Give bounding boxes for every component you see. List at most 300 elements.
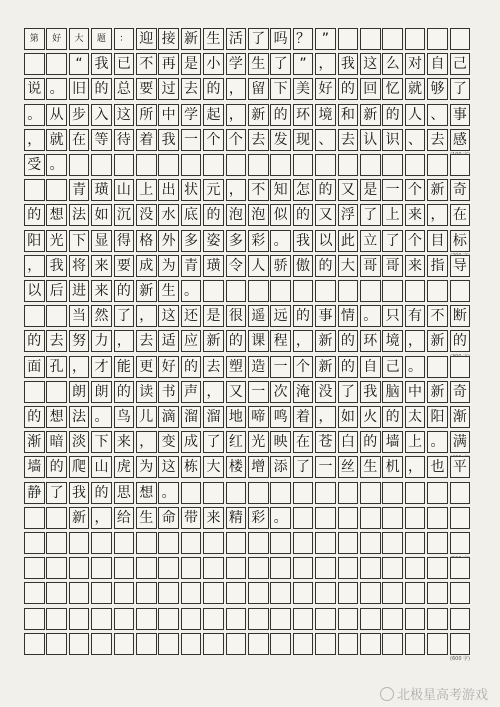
grid-character: 能 <box>116 358 131 375</box>
grid-character: 变 <box>161 434 176 451</box>
grid-character: 我 <box>340 56 355 73</box>
grid-character: 了 <box>206 434 221 451</box>
grid-character: 没 <box>139 207 154 224</box>
grid-cell <box>46 582 67 604</box>
grid-character: 新 <box>184 31 199 47</box>
grid-cell <box>270 154 291 176</box>
grid-character: 阳 <box>430 409 445 425</box>
grid-character: 法 <box>72 207 87 224</box>
grid-row <box>24 431 475 453</box>
grid-character: 我 <box>161 131 176 148</box>
grid-character: 啼 <box>251 409 266 425</box>
grid-character: 不 <box>139 56 154 73</box>
grid-row <box>24 482 475 504</box>
grid-character: 我 <box>296 232 311 249</box>
grid-cell <box>158 154 179 176</box>
grid-cell <box>203 582 224 604</box>
grid-character: 事 <box>318 308 333 325</box>
grid-cell <box>270 482 291 504</box>
grid-cell <box>248 582 269 604</box>
grid-row <box>24 406 475 428</box>
grid-character: 火 <box>363 409 378 425</box>
grid-character: 思 <box>116 484 131 501</box>
grid-character: 新 <box>430 383 445 400</box>
grid-character: 这 <box>161 459 176 476</box>
grid-character: 远 <box>273 308 288 325</box>
grid-character: 去 <box>206 358 221 375</box>
grid-cell <box>315 608 336 630</box>
grid-character: 。 <box>49 157 64 173</box>
grid-cell <box>293 557 314 579</box>
grid-cell <box>69 532 90 554</box>
grid-cell <box>69 633 90 655</box>
grid-cell <box>450 356 471 378</box>
grid-cell <box>136 532 157 554</box>
grid-character: 。 <box>363 308 378 325</box>
grid-character: 新 <box>318 358 333 375</box>
grid-character: 书 <box>161 383 176 400</box>
grid-cell <box>405 557 426 579</box>
grid-row <box>24 154 475 176</box>
grid-character: 格 <box>139 232 154 249</box>
grid-character: 是 <box>206 308 221 325</box>
grid-character: 识 <box>385 131 400 148</box>
grid-character: 如 <box>340 409 355 425</box>
grid-character: 我 <box>363 383 378 400</box>
grid-cell <box>226 633 247 655</box>
grid-character: 导 <box>452 257 467 274</box>
grid-character: 进 <box>72 283 87 299</box>
grid-character: 来 <box>206 509 221 526</box>
grid-character: 力 <box>94 333 109 350</box>
grid-character: 想 <box>49 207 64 224</box>
grid-character: 来 <box>94 283 109 299</box>
grid-character: ” <box>321 31 330 47</box>
grid-character: 、 <box>430 106 445 123</box>
grid-character: 了 <box>340 383 355 400</box>
grid-cell <box>360 608 381 630</box>
grid-cell <box>226 532 247 554</box>
grid-character: 哥 <box>363 257 378 274</box>
grid-cell <box>203 154 224 176</box>
grid-cell <box>450 280 471 302</box>
grid-character: 。 <box>273 232 288 249</box>
grid-row <box>24 179 475 201</box>
grid-character: 程 <box>273 333 288 350</box>
grid-character: 山 <box>94 459 109 476</box>
grid-cell <box>91 633 112 655</box>
grid-character: 了 <box>273 56 288 73</box>
grid-character: 又 <box>318 207 333 224</box>
grid-character: 不 <box>251 182 266 199</box>
grid-character: 渐 <box>452 409 467 425</box>
grid-character: 了 <box>49 484 64 501</box>
grid-character: 给 <box>116 509 131 526</box>
grid-character: 己 <box>452 56 467 73</box>
grid-character: 想 <box>49 409 64 425</box>
grid-character: 好 <box>318 81 333 98</box>
grid-cell <box>450 582 471 604</box>
grid-character: 平 <box>452 459 467 476</box>
grid-row <box>24 330 475 352</box>
grid-character: 生 <box>161 283 176 299</box>
grid-row <box>24 204 475 226</box>
grid-character: ， <box>94 509 109 526</box>
grid-character: 新 <box>430 333 445 350</box>
grid-character: 成 <box>139 257 154 274</box>
grid-cell <box>382 280 403 302</box>
grid-cell <box>226 608 247 630</box>
grid-character: 以 <box>27 283 42 299</box>
grid-character: ， <box>408 459 423 476</box>
grid-cell <box>338 557 359 579</box>
grid-character: 底 <box>184 207 199 224</box>
grid-character: 中 <box>161 106 176 123</box>
grid-character: 个 <box>228 131 243 148</box>
grid-character: 脑 <box>385 383 400 400</box>
grid-row <box>24 582 475 604</box>
grid-cell <box>450 507 471 529</box>
grid-cell <box>69 557 90 579</box>
grid-cell <box>360 557 381 579</box>
grid-character: 生 <box>363 459 378 476</box>
grid-character: 来 <box>94 257 109 274</box>
grid-cell <box>248 482 269 504</box>
grid-cell <box>203 633 224 655</box>
grid-cell <box>427 557 448 579</box>
grid-cell <box>158 633 179 655</box>
grid-character: 是 <box>363 182 378 199</box>
grid-character: 带 <box>184 509 199 526</box>
grid-cell <box>203 557 224 579</box>
grid-cell <box>158 532 179 554</box>
grid-cell <box>24 305 45 327</box>
grid-character: ， <box>318 409 333 425</box>
grid-cell <box>405 582 426 604</box>
grid-cell <box>181 557 202 579</box>
grid-cell <box>203 280 224 302</box>
grid-cell <box>46 532 67 554</box>
grid-row <box>24 532 475 554</box>
grid-character: 来 <box>408 207 423 224</box>
grid-cell <box>338 482 359 504</box>
grid-character: 新 <box>430 182 445 199</box>
grid-cell <box>24 608 45 630</box>
grid-character: 去 <box>251 131 266 148</box>
grid-character: 人 <box>408 106 423 123</box>
grid-character: 静 <box>27 484 42 501</box>
grid-cell <box>405 532 426 554</box>
grid-cell <box>315 532 336 554</box>
grid-character: 这 <box>161 308 176 325</box>
grid-cell <box>382 482 403 504</box>
grid-character: 状 <box>184 182 199 199</box>
grid-character: 来 <box>408 257 423 274</box>
grid-cell <box>427 28 448 50</box>
grid-cell <box>46 179 67 201</box>
grid-character: 一 <box>318 459 333 476</box>
grid-character: 立 <box>363 232 378 249</box>
grid-cell <box>427 582 448 604</box>
grid-character: 发 <box>273 131 288 148</box>
grid-character: 一 <box>251 383 266 400</box>
grid-cell <box>382 557 403 579</box>
grid-character: ， <box>72 358 87 375</box>
grid-cell <box>293 633 314 655</box>
grid-character: 的 <box>385 106 400 123</box>
grid-character: 的 <box>116 383 131 400</box>
grid-cell <box>360 154 381 176</box>
grid-cell <box>427 507 448 529</box>
grid-cell <box>181 633 202 655</box>
grid-cell <box>114 582 135 604</box>
grid-character: 的 <box>206 207 221 224</box>
grid-row <box>24 633 475 655</box>
grid-character: 在 <box>72 131 87 148</box>
grid-character: 白 <box>340 434 355 451</box>
grid-character: 满 <box>452 434 467 451</box>
grid-character: 没 <box>318 383 333 400</box>
grid-cell <box>427 482 448 504</box>
grid-character: ， <box>206 383 221 400</box>
grid-character: 旧 <box>72 81 87 98</box>
grid-character: 接 <box>161 31 176 47</box>
grid-character: 过 <box>161 81 176 98</box>
grid-character: 了 <box>116 308 131 325</box>
grid-character: 生 <box>139 509 154 526</box>
grid-cell <box>427 356 448 378</box>
grid-character: 环 <box>296 106 311 123</box>
grid-cell <box>248 608 269 630</box>
grid-cell <box>382 582 403 604</box>
grid-character: 映 <box>273 434 288 451</box>
grid-character: 似 <box>273 207 288 224</box>
grid-character: 着 <box>296 409 311 425</box>
grid-character: 很 <box>228 308 243 325</box>
grid-character: 骄 <box>273 257 288 274</box>
grid-cell <box>226 154 247 176</box>
grid-character: 。 <box>408 358 423 375</box>
grid-character: 以 <box>318 232 333 249</box>
grid-character: ？ <box>296 31 311 47</box>
grid-character: 课 <box>251 333 266 350</box>
grid-character: 新 <box>139 283 154 299</box>
grid-character: 阳 <box>27 232 42 249</box>
grid-character: 的 <box>184 358 199 375</box>
grid-cell <box>91 154 112 176</box>
grid-character: 中 <box>408 383 423 400</box>
grid-cell <box>293 582 314 604</box>
grid-character: 上 <box>139 182 154 199</box>
grid-character: 造 <box>251 358 266 375</box>
grid-cell <box>181 582 202 604</box>
grid-character: 浮 <box>340 207 355 224</box>
grid-row <box>24 280 475 302</box>
grid-character: 努 <box>72 333 87 350</box>
grid-cell <box>338 28 359 50</box>
grid-cell <box>91 557 112 579</box>
grid-character: 的 <box>363 434 378 451</box>
grid-cell <box>360 280 381 302</box>
grid-cell <box>427 633 448 655</box>
grid-character: 、 <box>318 131 333 148</box>
grid-character: 应 <box>184 333 199 350</box>
grid-cell <box>450 154 471 176</box>
grid-row <box>24 53 475 75</box>
grid-cell <box>450 482 471 504</box>
grid-character: 机 <box>385 459 400 476</box>
grid-character: 就 <box>408 81 423 98</box>
grid-row <box>24 255 475 277</box>
grid-cell <box>136 154 157 176</box>
grid-character: 的 <box>228 333 243 350</box>
grid-cell <box>46 507 67 529</box>
grid-character: 璜 <box>94 182 109 199</box>
grid-character: 傲 <box>296 257 311 274</box>
grid-character: 显 <box>94 232 109 249</box>
grid-character: ， <box>116 333 131 350</box>
grid-character: 泡 <box>228 207 243 224</box>
grid-character: ， <box>228 81 243 98</box>
grid-character: 又 <box>340 182 355 199</box>
grid-character: 大 <box>74 34 84 44</box>
grid-cell <box>24 532 45 554</box>
grid-character: 添 <box>273 459 288 476</box>
grid-cell <box>69 608 90 630</box>
grid-cell <box>136 633 157 655</box>
grid-character: 留 <box>251 81 266 98</box>
grid-cell <box>450 28 471 50</box>
grid-character: 多 <box>228 232 243 249</box>
grid-character: ， <box>408 333 423 350</box>
grid-character: 标 <box>452 232 467 249</box>
grid-cell <box>181 532 202 554</box>
grid-character: 第 <box>29 34 39 44</box>
grid-character: 红 <box>228 434 243 451</box>
grid-cell <box>136 557 157 579</box>
grid-cell <box>293 154 314 176</box>
grid-row <box>24 608 475 630</box>
grid-character: 成 <box>184 434 199 451</box>
grid-character: 个 <box>408 232 423 249</box>
grid-cell <box>24 633 45 655</box>
grid-character: 哥 <box>385 257 400 274</box>
grid-character: 生 <box>206 31 221 47</box>
grid-character: 沉 <box>116 207 131 224</box>
grid-cell <box>450 633 471 655</box>
watermark-icon <box>380 687 394 701</box>
grid-character: 境 <box>385 333 400 350</box>
grid-character: 吗 <box>273 31 288 47</box>
grid-cell <box>315 507 336 529</box>
grid-character: 情 <box>340 308 355 325</box>
grid-cell <box>450 608 471 630</box>
grid-character: 个 <box>296 358 311 375</box>
grid-cell <box>338 633 359 655</box>
grid-character: 鸣 <box>273 409 288 425</box>
grid-character: 有 <box>408 308 423 325</box>
grid-character: 才 <box>94 358 109 375</box>
grid-cell <box>382 507 403 529</box>
grid-character: 。 <box>273 509 288 526</box>
grid-character: 下 <box>94 434 109 451</box>
grid-character: 墙 <box>385 434 400 451</box>
grid-character: 着 <box>139 131 154 148</box>
grid-cell <box>226 280 247 302</box>
grid-character: 现 <box>296 131 311 148</box>
grid-character: 的 <box>27 333 42 350</box>
grid-character: 一 <box>385 182 400 199</box>
grid-cell <box>46 633 67 655</box>
grid-character: 多 <box>184 232 199 249</box>
grid-cell <box>293 608 314 630</box>
grid-character: 得 <box>116 232 131 249</box>
grid-cell <box>203 482 224 504</box>
grid-character: 面 <box>27 358 42 375</box>
grid-cell <box>360 532 381 554</box>
grid-cell <box>405 28 426 50</box>
grid-character: 的 <box>318 257 333 274</box>
grid-cell <box>46 381 67 403</box>
grid-character: 的 <box>318 182 333 199</box>
grid-character: 此 <box>340 232 355 249</box>
grid-character: 塑 <box>228 358 243 375</box>
grid-character: 迎 <box>139 31 154 47</box>
grid-character: 的 <box>273 106 288 123</box>
grid-character: 光 <box>251 434 266 451</box>
grid-cell <box>270 557 291 579</box>
grid-character: 事 <box>452 106 467 123</box>
grid-character: 个 <box>408 182 423 199</box>
grid-character: 的 <box>206 81 221 98</box>
grid-character: 的 <box>94 484 109 501</box>
grid-character: 大 <box>206 459 221 476</box>
grid-cell <box>382 608 403 630</box>
grid-character: 我 <box>94 56 109 73</box>
grid-row <box>24 456 475 478</box>
grid-character: 要 <box>139 81 154 98</box>
grid-cell <box>270 608 291 630</box>
grid-character: 感 <box>452 131 467 148</box>
grid-character: 渐 <box>27 434 42 451</box>
grid-character: 环 <box>363 333 378 350</box>
grid-cell <box>405 154 426 176</box>
grid-cell <box>114 633 135 655</box>
grid-character: 从 <box>49 106 64 123</box>
grid-character: 对 <box>408 56 423 73</box>
grid-row <box>24 28 475 50</box>
grid-cell <box>338 608 359 630</box>
grid-character: 暗 <box>49 434 64 451</box>
grid-character: 己 <box>385 358 400 375</box>
grid-character: 读 <box>139 383 154 400</box>
grid-character: 水 <box>161 207 176 224</box>
grid-character: 适 <box>161 333 176 350</box>
grid-character: 只 <box>385 308 400 325</box>
grid-character: 的 <box>27 409 42 425</box>
grid-character: 。 <box>27 106 42 123</box>
grid-character: 新 <box>363 106 378 123</box>
grid-character: 的 <box>340 333 355 350</box>
grid-cell <box>158 608 179 630</box>
grid-cell <box>114 608 135 630</box>
grid-character: 学 <box>228 56 243 73</box>
grid-cell <box>315 582 336 604</box>
grid-cell <box>338 280 359 302</box>
grid-cell <box>203 608 224 630</box>
grid-character: 自 <box>363 358 378 375</box>
grid-cell <box>360 28 381 50</box>
